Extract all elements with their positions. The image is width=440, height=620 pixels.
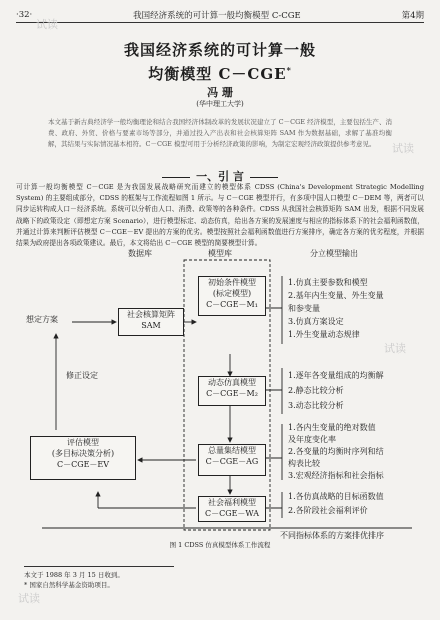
output-item: 和参变量 [288,304,320,313]
output-item: 构表比较 [288,459,320,468]
welfare-model-box: 社会福利模型 C－CGE－WA [198,496,266,522]
output-item: 2.静态比较分析 [288,386,344,395]
footnotes [24,566,174,590]
output-item: 2.基年内生变量、外生变量 [288,291,384,300]
output-item: 1.仿真主要参数和模型 [288,278,368,287]
figure-caption: 图 1 CDSS 仿真模型体系工作流程 [169,541,271,549]
output-item: 1.外生变量动态规律 [288,330,360,339]
footnote-received: 本文于 1988 年 3 月 15 日收到。 [24,571,124,579]
column-label-database: 数据库 [128,249,152,258]
abstract: 本文基于新古典经济学一般均衡理论和结合我国经济体制改革的发展状况建立了 C－CGE 经济模型，主要包括生产、消费、政府、外贸、价格与要素市场等部分，并通过投入产出表和社会核算矩阵 SAM 作为数据基础，求解了基准均衡解，其结果与实际情况基本相符。C－CGE 模型可用于分析经济政策的影响，为制定宏观经济政策提供参考意见。 [48,118,392,148]
article-title [0,40,440,84]
author-affiliation: (华中理工大学) [196,100,244,108]
title-line-1: 我国经济系统的可计算一般 [123,41,316,59]
section-heading-text: 一、引 言 [196,170,244,183]
evaluation-model-box: 评估模型 (多目标决策分析) C－CGE－EV [30,436,136,480]
column-label-model-library: 模型库 [208,249,232,258]
output-item: 3.动态比较分析 [288,401,344,410]
output-item: 3.宏观经济指标和社会指标 [288,471,384,480]
watermark: 试读 [36,18,58,31]
output-item: 2.各阶段社会福利评价 [288,506,368,515]
watermark: 试读 [18,592,40,605]
author-name: 冯 珊 [207,86,233,99]
running-title: 我国经济系统的可计算一般均衡模型 C-CGE [133,11,301,21]
output-list-aggregation [288,422,384,482]
title-line-2: 均衡模型 C－CGE [148,65,287,83]
watermark: 试读 [392,142,414,155]
revise-label: 修正设定 [66,371,98,380]
issue-number: 第4期 [401,11,424,21]
output-list-welfare [288,490,384,518]
output-list-init [288,276,384,341]
output-item: 及年度变化率 [288,435,336,444]
aggregation-model-box: 总量集结模型 C－CGE－AG [198,444,266,476]
figure-flowchart [12,246,428,550]
dynamic-model-box: 动态仿真模型 C－CGE－M₂ [198,376,266,406]
output-item: 1.逐年各变量组成的均衡解 [288,371,384,380]
init-model-box: 初始条件模型 (标定模型) C－CGE－M₁ [198,276,266,316]
scenario-label: 想定方案 [26,315,58,324]
output-item: 1.各仿真战略的目标函数值 [288,492,384,501]
output-list-dynamic [288,368,384,413]
footnote-funding: * 国家自然科学基金资助项目。 [24,581,114,589]
page-number: ·32· [16,10,33,20]
output-item: 1.各内生变量的绝对数值 [288,423,376,432]
running-header [16,8,424,23]
body-paragraph: 可计算一般均衡模型 C－CGE 是为我国发展战略研究而建立的模型体系 CDSS (China's Development Strategic Modelling System) 的主要组成部分，CDSS 的框架与工作流程如图 1 所示。与 C－CGE 模型并行，有多项中国人口模型 C－DEM 等，两者可以同步运转构成人口－经济系统。系统可以分析由人口、消费、政策等的各种条件。CDSS 从我国社会核算矩阵 SAM 出发，根据不同发展战略下的政策设定（即想定方案 Scenario），进行模型标定、动态仿真，给出各方案的发展速度与相应的指标体系下的社会福利函数值，并通过计算来判断评估模型 C－CGE－EV 提出的方案的优劣。模型按照社会福利函数值进行方案排序，确定各方案的优劣程度，并根据结果为政府提出各项政策建议。最后，本文将给出 C－CGE 模型的简要模型计算。 [16,183,424,248]
title-footnote-mark: * [286,65,292,75]
output-item: 2.各变量的均衡时序列和结 [288,447,384,456]
sam-box: 社会核算矩阵 SAM [118,308,184,336]
watermark: 试读 [384,342,406,355]
ranking-label: 不同指标体系的方案排优排序 [280,531,384,540]
output-item: 3.仿真方案设定 [288,317,344,326]
column-label-output: 分立模型输出 [310,249,358,258]
